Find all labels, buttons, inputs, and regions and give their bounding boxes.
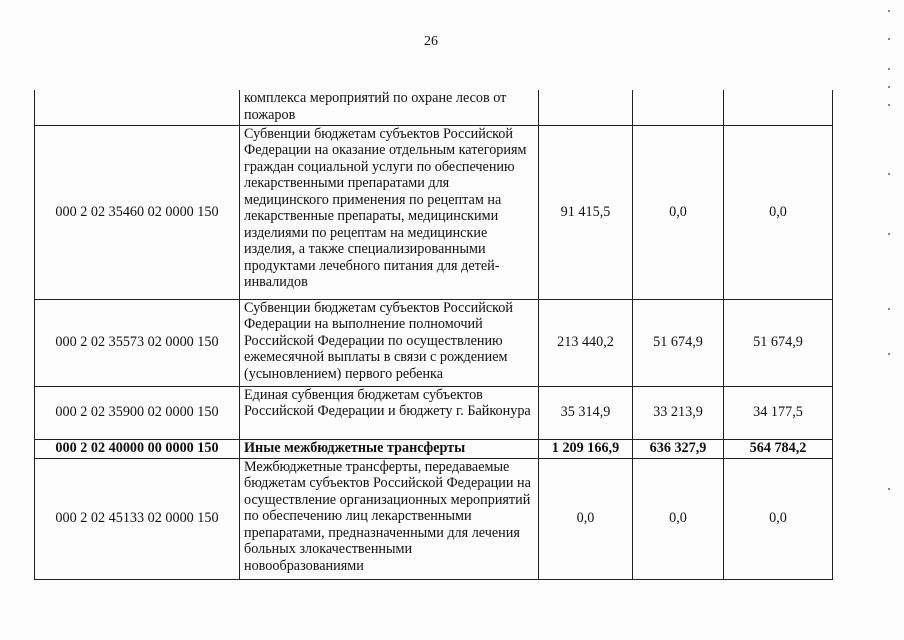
row-value-1 xyxy=(539,90,633,125)
row-code xyxy=(35,90,240,125)
row-value-2: 0,0 xyxy=(633,125,724,299)
row-value-1: 35 314,9 xyxy=(539,386,633,439)
row-code: 000 2 02 45133 02 0000 150 xyxy=(35,458,240,579)
row-description: Субвенции бюджетам субъектов Российской Федерации на оказание отдельным категориям граждан социальной услуги по обеспечению лекарственными препаратами для медицинского применения по рецептам на лекарственные препараты, медицинскими изделиями по рецептам на медицинские изделия, а также специализированными продуктами лечебного питания для детей-инвалидов xyxy=(240,125,539,299)
table-row xyxy=(35,125,833,299)
row-value-1: 1 209 166,9 xyxy=(539,439,633,458)
row-description: Субвенции бюджетам субъектов Российской Федерации на выполнение полномочий Российской Федерации по осуществлению ежемесячной выплаты в связи с рождением (усыновлением) первого ребенка xyxy=(240,299,539,386)
row-value-3: 0,0 xyxy=(724,125,833,299)
row-description: комплекса мероприятий по охране лесов от пожаров xyxy=(240,90,539,125)
row-code: 000 2 02 35460 02 0000 150 xyxy=(35,125,240,299)
row-value-1: 213 440,2 xyxy=(539,299,633,386)
row-value-3: 51 674,9 xyxy=(724,299,833,386)
row-description: Межбюджетные трансферты, передаваемые бюджетам субъектов Российской Федерации на осуществление организационных мероприятий по обеспечению лиц лекарственными препаратами, предназначенными для лечения больных злокачественными новообразованиями xyxy=(240,458,539,579)
table-row xyxy=(35,90,833,125)
row-value-2: 51 674,9 xyxy=(633,299,724,386)
scan-margin-marks xyxy=(886,8,894,508)
row-value-2: 33 213,9 xyxy=(633,386,724,439)
row-description: Иные межбюджетные трансферты xyxy=(240,439,539,458)
table-row-total xyxy=(35,439,833,458)
row-code: 000 2 02 35900 02 0000 150 xyxy=(35,386,240,439)
row-value-3 xyxy=(724,90,833,125)
row-value-2: 636 327,9 xyxy=(633,439,724,458)
table-row xyxy=(35,299,833,386)
row-value-1: 91 415,5 xyxy=(539,125,633,299)
table-row xyxy=(35,458,833,579)
page-number: 26 xyxy=(424,34,438,49)
row-value-1: 0,0 xyxy=(539,458,633,579)
row-value-3: 0,0 xyxy=(724,458,833,579)
row-code: 000 2 02 35573 02 0000 150 xyxy=(35,299,240,386)
row-description: Единая субвенция бюджетам субъектов Российской Федерации и бюджету г. Байконура xyxy=(240,386,539,439)
row-value-3: 564 784,2 xyxy=(724,439,833,458)
row-value-2: 0,0 xyxy=(633,458,724,579)
budget-table xyxy=(34,90,833,580)
table-row xyxy=(35,386,833,439)
row-value-3: 34 177,5 xyxy=(724,386,833,439)
row-code: 000 2 02 40000 00 0000 150 xyxy=(35,439,240,458)
row-value-2 xyxy=(633,90,724,125)
